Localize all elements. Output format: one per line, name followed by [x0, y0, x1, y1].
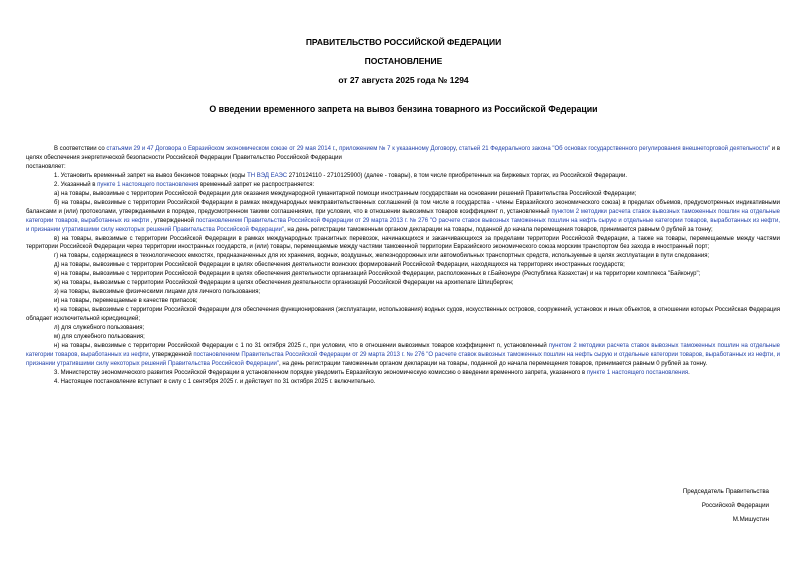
document-type: ПОСТАНОВЛЕНИЕ [364, 56, 443, 66]
document-link[interactable]: постановлением Правительства Российской Федерации от 29 марта 2013 г. № 276 "О расчете ставок вывозных таможенных пошлин на нефть сырую и отдельные категории товаров, выработанных из нефти, и признании утратившими силу некоторых решений Правительства Российской Федерации" [26, 217, 780, 233]
text-run: д) на товары, вывозимые с территории Российской Федерации в целях обеспечения деятельности воинских формирований Российской Федерации, находящихся на территориях иностранных государств; [54, 262, 625, 269]
text-run: 4. Настоящее постановление вступает в силу с 1 сентября 2025 г. и действует по 31 октября 2025 г. включительно. [54, 378, 376, 385]
subclause-m [26, 333, 780, 342]
document-link[interactable]: пунктом 2 методики расчета ставок вывозных таможенных пошлин на отдельные категории товаров, выработанных из нефти [26, 342, 780, 358]
signatory-country: Российской Федерации [701, 502, 769, 509]
document-date-number: от 27 августа 2025 года № 1294 [338, 75, 469, 85]
subclause-z [26, 288, 780, 297]
subclause-g [26, 252, 780, 261]
document-link[interactable]: пунктом 2 методики расчета ставок вывозных таможенных пошлин на отдельные категории товаров, выработанных из нефти [26, 208, 780, 224]
text-run: 1. Установить временный запрет на вывоз бензинов товарных (коды [54, 172, 248, 179]
text-run: , утвержденной [149, 217, 196, 224]
document-link[interactable]: постановлением Правительства Российской Федерации от 29 марта 2013 г. № 276 "О расчете ставок вывозных таможенных пошлин на нефть сырую и отдельные категории товаров, выработанных из нефти, и признании утратившими силу некоторых решений Правительства Российской Федерации" [26, 351, 780, 367]
text-run: з) на товары, вывозимые физическими лицами для личного пользования; [54, 289, 261, 296]
clause-2 [26, 181, 780, 190]
text-run: а) на товары, вывозимые с территории Российской Федерации для оказания международной гуманитарной помощи иностранным государствам на основании решений Правительства Российской Федерации; [54, 190, 637, 197]
signatory-position: Председатель Правительства [682, 488, 769, 495]
subclause-n [26, 342, 780, 369]
text-run: , [455, 146, 459, 152]
text-run: б) на товары, вывозимые с территории Российской Федерации в рамках международных межправительственных соглашений (в том числе в государства - члены Евразийского экономического союза) в пределах объемов, предусмотренных индикативными балансами и (или) протоколами, утверждаемыми в порядке, предусмотренном такими соглашениями, при условии, что в отношении вывозимых товаров коэффициент n, установленный [26, 199, 780, 215]
text-run: г) на товары, содержащиеся в технологических емкостях, предназначенных для их хранения, водных, воздушных, железнодорожных или автомобильных транспортных средств, используемые в целях эксплуатации в пути следования; [54, 253, 710, 260]
text-run: е) на товары, вывозимые с территории Российской Федерации в целях обеспечения деятельности организаций Российской Федерации, расположенных в г.Байконуре (Республика Казахстан) и на территории комплекса "Байконур"; [54, 271, 701, 278]
text-run: л) для служебного пользования; [54, 325, 145, 332]
text-run: , на день регистрации таможенным органом декларации на товары, поданной до начала перемещения товаров, принимается равным 0 рублей за тонну. [279, 360, 708, 367]
text-run: 2710124110 - 2710125900) (далее - товары), в том числе приобретенных на биржевых торгах, из Российской Федерации. [287, 172, 628, 179]
document-title: О введении временного запрета на вывоз бензина товарного из Российской Федерации [209, 104, 598, 114]
subclause-d [26, 261, 780, 270]
text-run: 2. Указанный в [54, 181, 98, 188]
text-run: 3. Министерству экономического развития Российской Федерации в установленном порядке уведомить Евразийскую экономическую комиссию о введении временного запрета, указанного в [54, 369, 587, 376]
text-run: В соответствии со [54, 146, 107, 152]
issuing-authority: ПРАВИТЕЛЬСТВО РОССИЙСКОЙ ФЕДЕРАЦИИ [305, 37, 502, 47]
document-link[interactable]: приложением № 7 к указанному Договору [339, 146, 456, 152]
document-link[interactable]: ТН ВЭД ЕАЭС [247, 172, 288, 179]
text-run: н) на товары, вывозимые с территории Российской Федерации с 1 по 31 октября 2025 г., при условии, что в отношении вывозимых товаров коэффициент n, установленный [54, 342, 549, 349]
text-run: м) для служебного пользования; [54, 334, 145, 341]
preamble-paragraph [26, 145, 780, 163]
subclause-l [26, 324, 780, 333]
clause-4 [26, 378, 780, 387]
subclause-e [26, 270, 780, 279]
subclause-b [26, 199, 780, 235]
document-link[interactable]: статьями 29 и 47 Договора о Евразийском экономическом союзе от 29 мая 2014 г. [106, 146, 336, 152]
text-run: к) на товары, вывозимые с территории Российской Федерации для обеспечения функционирования (эксплуатации, использования) водных судов, искусственных островов, сооружений, установок и иных объектов, в отношении которых Российская Федерация обладает исключительной юрисдикцией; [26, 307, 780, 323]
signatory-name: М.Мишустин [732, 516, 769, 523]
clause-1 [26, 172, 780, 181]
document-link[interactable]: пункте 1 настоящего постановления [97, 181, 199, 188]
text-run: и) на товары, перемещаемые в качестве припасов; [54, 298, 198, 305]
text-run: . [688, 369, 690, 376]
text-run: , на день регистрации таможенным органом декларации на товары, поданной до начала перемещения товаров, принимается равным 0 рублей за тонну; [284, 226, 713, 233]
clause-3 [26, 369, 780, 378]
text-run: и в целях обеспечения энергетической безопасности Российской Федерации Правительство Российской Федерации [26, 146, 781, 161]
text-run: , [335, 146, 340, 152]
document-link[interactable]: пункте 1 настоящего постановления [586, 369, 689, 376]
text-run: временный запрет не распространяется: [198, 181, 315, 188]
decree-word: постановляет: [26, 163, 66, 170]
subclause-k [26, 306, 780, 324]
subclause-a [26, 190, 780, 199]
document-body [26, 145, 780, 387]
subclause-v [26, 235, 780, 253]
text-run: в) на товары, вывозимые с территории Российской Федерации в рамках международных транзитных перевозок, начинающихся и заканчивающихся за пределами территории Российской Федерации, а также на товары, перемещаемые между частями территории Российской Федерации через территории иностранных государств, и (или) товары, перемещаемые между частями таможенной территории Евразийского экономического союза морским транспортом без захода в иностранный порт; [26, 235, 780, 251]
subclause-i [26, 297, 780, 306]
document-link[interactable]: статьей 21 Федерального закона "Об основах государственного регулирования внешнеторговой деятельности" [458, 146, 771, 152]
text-run: ж) на товары, вывозимые с территории Российской Федерации в целях обеспечения деятельности организаций Российской Федерации на архипелаге Шпицберген; [54, 280, 514, 287]
subclause-zh [26, 279, 780, 288]
text-run: , утвержденной [148, 351, 194, 358]
